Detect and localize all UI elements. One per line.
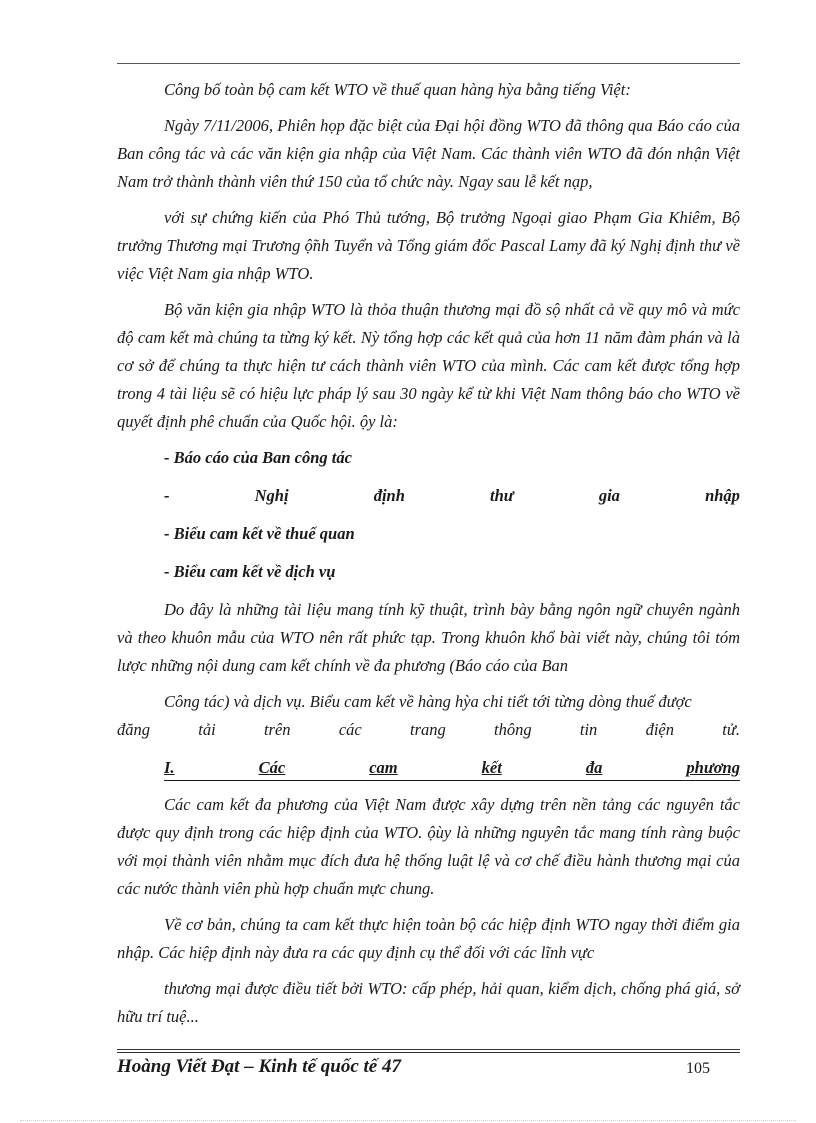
list-item-services: - Biểu cam kết về dịch vụ	[164, 562, 336, 581]
heading-word: kết	[481, 758, 502, 777]
list-item-protocol	[164, 482, 740, 510]
heading-word: đa	[585, 758, 603, 777]
footer-rule	[117, 1049, 740, 1050]
paragraph-6: thương mại được điều tiết bởi WTO: cấp phép, hải quan, kiểm dịch, chống phá giá, sở hữu trí tuệ...	[117, 979, 740, 1026]
spread-word: các	[338, 720, 362, 739]
spread-word: điện	[645, 720, 674, 739]
spread-word: đăng	[117, 720, 150, 739]
page-edge-dots	[20, 1120, 796, 1121]
heading-word: I.	[164, 758, 175, 777]
heading-word: Các	[258, 758, 286, 777]
paragraph-4: Các cam kết đa phương của Việt Nam được xây dựng trên nền tảng các nguyên tắc được quy định trong các hiệp định của WTO. ộùy là những nguyên tắc mang tính ràng buộc với mọi thành viên nhằm mục đích đưa hệ thống luật lệ và cơ chế điều hành thương mại của các nước thành viên phù hợp chuẩn mực chung.	[117, 795, 740, 898]
page-content	[117, 76, 740, 1039]
spread-word: tử.	[722, 720, 740, 739]
list-word: định	[373, 486, 405, 505]
paragraph-3b: Công tác) và dịch vụ. Biểu cam kết về hàng hỳa chi tiết tới từng dòng thuế được	[164, 692, 692, 711]
spread-word: tin	[579, 720, 598, 739]
list-word: thư	[490, 486, 514, 505]
spread-word: tải	[198, 720, 216, 739]
spread-word: trang	[409, 720, 446, 739]
header-rule	[117, 63, 740, 64]
paragraph-1a: Ngày 7/11/2006, Phiên họp đặc biệt của Đại hội đồng WTO đã thông qua Báo cáo của Ban công tác và các văn kiện gia nhập của Việt Nam. Các thành viên WTO đã đón nhận Việt Nam trở thành thành viên thứ 150 của tổ chức này. Ngay sau lễ kết nạp,	[117, 116, 740, 191]
paragraph-5: Về cơ bản, chúng ta cam kết thực hiện toàn bộ các hiệp định WTO ngay thời điểm gia nhập. Các hiệp định này đưa ra các quy định cụ thể đối với các lĩnh vực	[117, 915, 740, 962]
heading-word: cam	[369, 758, 398, 777]
footer-rule-double	[117, 1052, 740, 1053]
paragraph-3a: Do đây là những tài liệu mang tính kỹ thuật, trình bày bằng ngôn ngữ chuyên ngành và theo khuôn mẫu của WTO nên rất phức tạp. Trong khuôn khổ bài viết này, chúng tôi tóm lược những nội dung cam kết chính về đa phương (Báo cáo của Ban	[117, 600, 740, 675]
intro-paragraph: Công bố toàn bộ cam kết WTO về thuế quan hàng hỳa bằng tiếng Việt:	[164, 80, 631, 99]
list-item-tariff: - Biểu cam kết về thuế quan	[164, 524, 355, 543]
footer-author: Hoàng Viết Đạt – Kinh tế quốc tế 47	[117, 1056, 401, 1077]
spread-word: thông	[494, 720, 532, 739]
section-heading	[164, 754, 740, 781]
paragraph-2: Bộ văn kiện gia nhập WTO là thỏa thuận thương mại đồ sộ nhất cả về quy mô và mức độ cam kết mà chúng ta từng ký kết. Nỳ tổng hợp các kết quả của hơn 11 năm đàm phán và là cơ sở để chúng ta thực hiện tư cách thành viên WTO của mình. Các cam kết được tổng hợp trong 4 tài liệu sẽ có hiệu lực pháp lý sau 30 ngày kể từ khi Việt Nam thông báo cho WTO về quyết định phê chuẩn của Quốc hội. ộy là:	[117, 300, 740, 431]
list-item-report: - Báo cáo của Ban công tác	[164, 448, 352, 467]
spread-word: trên	[263, 720, 291, 739]
list-word: Nghị	[254, 486, 289, 505]
list-word: gia	[598, 486, 620, 505]
list-word: nhập	[705, 486, 740, 505]
list-word: -	[164, 486, 170, 505]
spread-line	[117, 716, 740, 744]
heading-word: phương	[686, 758, 740, 777]
paragraph-1b: với sự chứng kiến của Phó Thủ tướng, Bộ trưởng Ngoại giao Phạm Gia Khiêm, Bộ trưởng Thương mại Trương ộ̃nh Tuyển và Tổng giám đốc Pascal Lamy đã ký Nghị định thư về việc Việt Nam gia nhập WTO.	[117, 208, 740, 283]
page-number: 105	[686, 1060, 710, 1077]
